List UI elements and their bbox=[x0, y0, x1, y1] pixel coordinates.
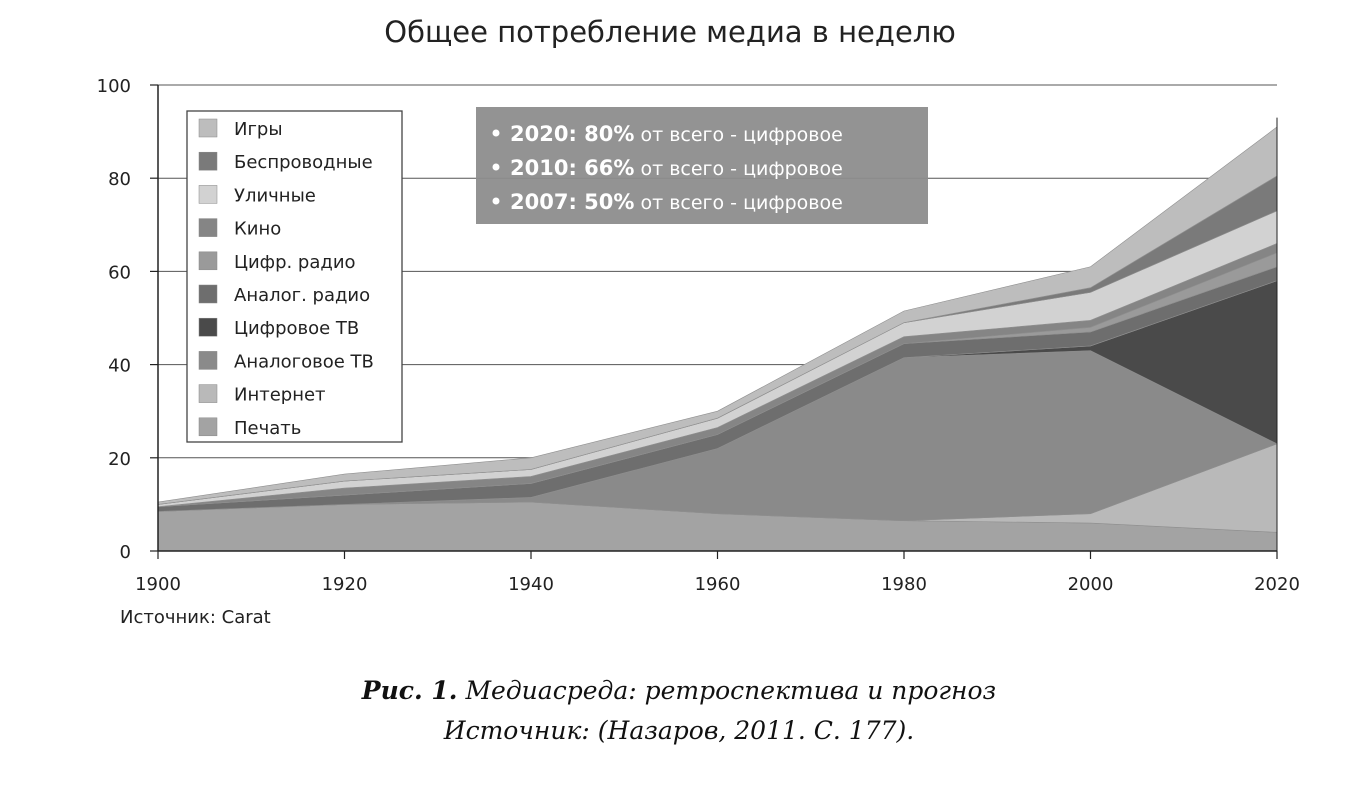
legend-swatch bbox=[199, 219, 217, 237]
annotation-text: от всего - цифровое bbox=[634, 124, 843, 146]
y-tick-label: 20 bbox=[108, 448, 131, 470]
legend bbox=[187, 111, 402, 442]
annotation-bullet bbox=[493, 164, 500, 171]
legend-swatch bbox=[199, 252, 217, 270]
annotation-bullet bbox=[493, 198, 500, 205]
legend-swatch bbox=[199, 119, 217, 137]
annotation-text: от всего - цифровое bbox=[634, 192, 843, 214]
legend-label: Беспроводные bbox=[234, 152, 373, 174]
legend-swatch bbox=[199, 285, 217, 303]
x-tick-label: 2000 bbox=[1067, 574, 1114, 595]
legend-swatch bbox=[199, 185, 217, 203]
x-tick-label: 1960 bbox=[694, 574, 741, 595]
figure-source: Источник: (Назаров, 2011. С. 177). bbox=[443, 716, 915, 745]
annotation-year-share: 2010: 66% bbox=[510, 156, 635, 180]
legend-label: Аналог. радио bbox=[234, 285, 371, 306]
legend-label: Интернет bbox=[234, 384, 326, 406]
y-tick-label: 40 bbox=[108, 355, 131, 377]
annotation-line bbox=[510, 122, 843, 146]
annotation-bullet bbox=[493, 130, 500, 137]
x-tick-label: 1980 bbox=[881, 574, 927, 595]
legend-label: Игры bbox=[234, 119, 283, 140]
x-tick-label: 1900 bbox=[135, 574, 181, 595]
legend-swatch bbox=[199, 418, 217, 436]
legend-label: Аналоговое ТВ bbox=[234, 351, 374, 373]
chart-title: Общее потребление медиа в неделю bbox=[384, 15, 956, 49]
legend-swatch bbox=[199, 351, 217, 369]
legend-label: Цифровое ТВ bbox=[234, 318, 360, 340]
legend-swatch bbox=[199, 385, 217, 403]
figure-caption bbox=[0, 676, 1358, 705]
y-tick-label: 100 bbox=[96, 76, 131, 97]
annotation-line bbox=[510, 156, 843, 180]
legend-label: Печать bbox=[234, 417, 302, 439]
annotation-text: от всего - цифровое bbox=[634, 158, 843, 180]
y-tick-label: 0 bbox=[119, 542, 131, 563]
x-tick-label: 2020 bbox=[1254, 574, 1300, 595]
legend-swatch bbox=[199, 152, 217, 170]
source-label: Источник: Carat bbox=[120, 607, 271, 628]
legend-label: Цифр. радио bbox=[234, 251, 356, 273]
legend-swatch bbox=[199, 318, 217, 336]
legend-label: Кино bbox=[234, 218, 282, 240]
digital-share-annotation bbox=[476, 107, 928, 224]
figure-label: Рис. 1. bbox=[361, 676, 458, 705]
y-tick-label: 60 bbox=[108, 262, 131, 284]
annotation-year-share: 2020: 80% bbox=[510, 122, 635, 146]
x-tick-label: 1940 bbox=[508, 574, 554, 595]
legend-label: Уличные bbox=[234, 185, 316, 207]
annotation-line bbox=[510, 190, 843, 214]
x-tick-label: 1920 bbox=[321, 574, 368, 595]
figure-caption-text: Медиасреда: ретроспектива и прогноз bbox=[457, 676, 997, 705]
annotation-year-share: 2007: 50% bbox=[510, 190, 635, 214]
y-tick-label: 80 bbox=[108, 169, 131, 191]
